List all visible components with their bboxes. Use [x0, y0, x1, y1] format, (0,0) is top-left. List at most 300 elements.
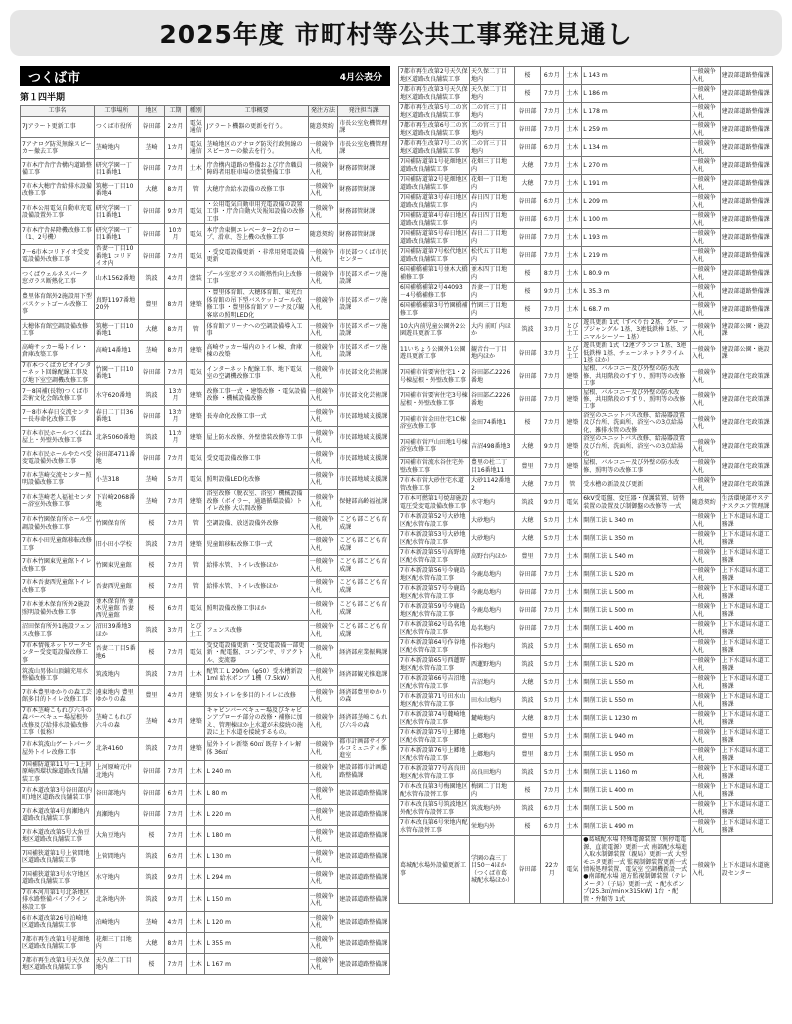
table-row [21, 159, 390, 180]
work-summary-cell: L 180 m [205, 826, 308, 847]
work-place-cell: 松代五丁目地内 [470, 247, 515, 265]
table-body-left [21, 117, 390, 975]
duration-cell: 6カ月 [541, 67, 563, 85]
work-summary-cell: L 259 m [582, 121, 690, 139]
table-row [399, 157, 773, 175]
work-summary-cell: 開削工法 L 500 m [582, 800, 690, 818]
table-row [21, 362, 390, 385]
department-cell: 上下水道局水道施設センター [720, 836, 772, 904]
work-summary-cell: 開削工法 L 340 m [582, 512, 690, 530]
work-place-cell: 観音台一丁目地内ほか [470, 342, 515, 365]
table-row [21, 760, 390, 783]
work-name-cell: 7市本茎崎こもれび六斗の森バーベキュー場屋根外改修及び給排水設備改修工事（仮称） [21, 706, 95, 737]
work-type-cell: 土木 [187, 805, 205, 826]
order-method-cell: 一般競争入札 [308, 385, 338, 406]
district-cell: 谷田部 [514, 121, 540, 139]
table-row [21, 555, 390, 576]
table-row [399, 638, 773, 656]
district-cell: 筑波 [514, 494, 540, 512]
table-row [399, 139, 773, 157]
district-cell: 桜 [139, 641, 165, 664]
order-method-cell: 一般競争入札 [690, 656, 720, 674]
work-name-cell: 7市本新設第66号吉沼地区配水管布設工事 [399, 674, 470, 692]
work-type-cell: 建築 [187, 341, 205, 362]
duration-cell: 1カ月 [164, 138, 186, 159]
city-header [20, 66, 390, 86]
duration-cell: 7カ月 [164, 805, 186, 826]
district-cell: 豊里 [514, 548, 540, 566]
department-cell: 建設部道路整備課 [720, 229, 772, 247]
district-cell: 谷田部 [514, 602, 540, 620]
department-cell: 生活環境部サステナスクエア管理課 [720, 494, 772, 512]
work-name-cell: 7Jアラート更新工事 [21, 117, 95, 138]
work-summary-cell: 受変電設備改修工事 [205, 448, 308, 469]
district-cell: 谷田部 [514, 342, 540, 365]
table-row [399, 85, 773, 103]
work-type-cell: とび土工 [563, 319, 582, 342]
work-summary-cell: 開削工法 L 650 m [582, 638, 690, 656]
work-name-cell: 7国補市営戸山田地1号棟浴室改修工事 [399, 435, 470, 458]
col-header-type: 種別 [187, 106, 205, 117]
district-cell: 谷田部 [514, 836, 540, 904]
work-summary-cell: L 355 m [205, 933, 308, 954]
table-row [21, 868, 390, 889]
table-row [21, 889, 390, 912]
order-method-cell: 一般競争入札 [690, 319, 720, 342]
right-column [398, 66, 773, 1016]
works-table-right [398, 66, 773, 904]
work-type-cell: 土木 [563, 265, 582, 283]
work-name-cell: 7市本大穂庁舎給排水設備改修工事 [21, 180, 95, 201]
work-summary-cell: 屋上防水改修、外壁塗装改修等工事 [205, 427, 308, 448]
department-cell: こども部こども育成課 [338, 555, 390, 576]
duration-cell: 4カ月 [164, 685, 186, 706]
table-row [21, 490, 390, 513]
work-summary-cell: 開削工法 L 500 m [582, 602, 690, 620]
work-name-cell: 7国補防道第3号春日地区道路改良舗装工事 [400, 194, 468, 209]
order-method-cell: 一般競争入札 [690, 512, 720, 530]
duration-cell: 7カ月 [541, 782, 563, 800]
duration-cell: 8カ月 [541, 265, 563, 283]
work-type-cell: 土木 [563, 229, 582, 247]
district-cell: 大穂 [514, 435, 540, 458]
department-cell: 財務部管財課 [338, 201, 390, 224]
work-summary-cell: 開削工法 L 520 m [582, 566, 690, 584]
district-cell: 大穂 [514, 530, 540, 548]
work-type-cell: 電気 [563, 836, 582, 904]
work-place-cell: 北条5060番地 [94, 427, 138, 448]
work-name-cell: 7市本情報ネットワークセンター受変電設備改修工事 [21, 641, 95, 664]
work-type-cell: 建築 [187, 490, 205, 513]
district-cell: 筑波 [514, 692, 540, 710]
work-summary-cell: 開削工法 L 400 m [582, 782, 690, 800]
work-type-cell: 土木 [563, 602, 582, 620]
order-method-cell: 一般競争入札 [690, 746, 720, 764]
work-type-cell: 土木 [187, 954, 205, 975]
work-summary-cell: L 120 m [205, 912, 308, 933]
work-summary-cell: L 294 m [205, 868, 308, 889]
work-type-cell: 土木 [187, 784, 205, 805]
order-method-cell: 一般競争入札 [308, 406, 338, 427]
duration-cell: 7カ月 [541, 247, 563, 265]
work-type-cell: 管 [187, 320, 205, 341]
order-method-cell: 一般競争入札 [308, 826, 338, 847]
duration-cell: 22カ月 [541, 836, 563, 904]
work-type-cell: 土木 [563, 728, 582, 746]
order-method-cell: 一般競争入札 [308, 868, 338, 889]
work-summary-cell: 開削工法 L 950 m [582, 746, 690, 764]
department-cell: こども部こども育成課 [338, 576, 390, 597]
duration-cell: 7カ月 [164, 826, 186, 847]
work-name-cell: 7国補狭道第1号上菅間地区道路改良舗装工事 [21, 847, 95, 868]
duration-cell: 4カ月 [164, 268, 186, 289]
table-row [399, 283, 773, 301]
order-method-cell: 一般競争入札 [690, 710, 720, 728]
department-cell: 上下水道局水道工務課 [720, 710, 772, 728]
duration-cell: 7カ月 [541, 388, 563, 411]
work-type-cell: 建築 [187, 706, 205, 737]
district-cell: 豊里 [139, 289, 165, 320]
district-cell: 谷田部 [514, 211, 540, 229]
work-place-cell: 谷田部乙2226番地 [470, 388, 515, 411]
work-summary-cell: 開削工法 L 940 m [582, 728, 690, 746]
table-row [399, 620, 773, 638]
work-type-cell: 電気 [187, 597, 205, 620]
duration-cell: 7カ月 [164, 555, 186, 576]
table-row [399, 476, 773, 494]
work-name-cell: つくばウェルネスパーク窓ガラス断熱化工事 [21, 268, 95, 289]
department-cell: 経済部観光推進課 [338, 664, 390, 685]
order-method-cell: 一般競争入札 [690, 602, 720, 620]
work-type-cell: 建築 [187, 685, 205, 706]
table-row [399, 764, 773, 782]
col-header-name: 工事名 [21, 106, 95, 117]
district-cell: 谷田部 [514, 388, 540, 411]
work-summary-cell: 6kV受電盤、変圧器・保護装置、切替装置の設置及び制御盤の改修等 一式 [582, 494, 690, 512]
work-summary-cell: 庁舎構内道路の整備および庁舎職員障碍者用駐車場の塗装整備工事 [205, 159, 308, 180]
duration-cell: 6カ月 [541, 800, 563, 818]
work-type-cell: 土木 [187, 912, 205, 933]
order-method-cell: 一般競争入札 [690, 458, 720, 476]
table-row [21, 933, 390, 954]
work-place-cell: 筑穂一丁目10番地1 [94, 320, 138, 341]
department-cell: 上下水道局水道工務課 [720, 692, 772, 710]
work-type-cell: 土木 [563, 818, 582, 836]
work-place-cell: 二の宮三丁目地内 [470, 121, 515, 139]
work-summary-cell: 照明設備改修工事ほか [205, 597, 308, 620]
work-summary-cell: 開削工法 L 400 m [582, 620, 690, 638]
duration-cell: 7カ月 [541, 411, 563, 434]
department-cell: 保健部高齢福祉課 [338, 490, 390, 513]
order-method-cell: 一般競争入札 [308, 620, 338, 641]
department-cell: 建設部道路整備課 [720, 211, 772, 229]
order-method-cell: 一般競争入札 [308, 576, 338, 597]
order-method-cell: 一般競争入札 [308, 912, 338, 933]
district-cell: 桜 [514, 411, 540, 434]
order-method-cell: 一般競争入札 [690, 692, 720, 710]
district-cell: 桜 [139, 954, 165, 975]
order-method-cell: 一般競争入札 [308, 847, 338, 868]
table-row [399, 193, 773, 211]
work-place-cell: 並木四丁目地内 [470, 265, 515, 283]
duration-cell: 7カ月 [541, 566, 563, 584]
table-row [21, 341, 390, 362]
department-cell: 財務部管財課 [338, 180, 390, 201]
duration-cell: 7カ月 [541, 476, 563, 494]
duration-cell: 7カ月 [541, 458, 563, 476]
work-type-cell: 電気通信 [187, 117, 205, 138]
work-place-cell: 遠東地内 豊里ゆかりの森 [94, 685, 138, 706]
work-place-cell: 竹園保育所 [94, 513, 138, 534]
work-place-cell: 筑穂一丁目10番地4 [94, 180, 138, 201]
district-cell: 筑波 [139, 534, 165, 555]
work-place-cell: 山木1562番地 [94, 268, 138, 289]
duration-cell: 4カ月 [164, 912, 186, 933]
duration-cell: 8カ月 [164, 180, 186, 201]
duration-cell: 3カ月 [164, 620, 186, 641]
department-cell: 経済部豊里ゆかりの森 [338, 685, 390, 706]
table-row [399, 388, 773, 411]
work-name-cell: 7都市再生改第2号天久保地区道路改良舗装工事 [400, 68, 468, 83]
duration-cell: 3カ月 [541, 319, 563, 342]
district-cell: 桜 [514, 782, 540, 800]
work-summary-cell: L 100 m [582, 211, 690, 229]
duration-cell: 7カ月 [164, 664, 186, 685]
work-name-cell: 7都市再生改第1号花畑地区道路改良舗装工事 [21, 933, 95, 954]
work-place-cell: 学園の森三丁目50－4ほか（つくば市葛城配水場ほか） [470, 836, 515, 904]
work-place-cell: 茎崎こもれび六斗の森 [94, 706, 138, 737]
page-title [10, 10, 782, 56]
district-cell: 谷田部 [514, 229, 540, 247]
work-name-cell: 7市本新設第57号今鹿島地区配水管布設工事 [399, 584, 470, 602]
department-cell: 建設部道路整備課 [720, 67, 772, 85]
order-method-cell: 随意契約 [690, 494, 720, 512]
department-cell: 建設部公園・施設課 [720, 319, 772, 342]
work-type-cell: 建築 [563, 411, 582, 434]
work-name-cell: 7市本道改第3号谷田部(内町)地区道路改良舗装工事 [21, 784, 95, 805]
district-cell: 谷田部 [514, 365, 540, 388]
order-method-cell: 一般競争入札 [308, 513, 338, 534]
work-place-cell: 田水山地内 [470, 692, 515, 710]
work-summary-cell: L 178 m [582, 103, 690, 121]
order-method-cell: 一般競争入札 [690, 584, 720, 602]
duration-cell: 7カ月 [164, 362, 186, 385]
duration-cell: 7カ月 [541, 121, 563, 139]
work-summary-cell: 体育館アリーナへの空調設備導入工事 [205, 320, 308, 341]
work-name-cell: 7市本新設第77号高良田地区配水管布設工事 [399, 764, 470, 782]
table-row [21, 912, 390, 933]
work-place-cell: 吾妻一丁目10番地1 コリドイオ内 [94, 245, 138, 268]
order-method-cell: 一般競争入札 [308, 737, 338, 760]
table-row [399, 836, 773, 904]
department-cell: 上下水道局水道工務課 [720, 512, 772, 530]
table-row [21, 597, 390, 620]
order-method-cell: 一般競争入札 [690, 365, 720, 388]
order-method-cell: 一般競争入札 [308, 341, 338, 362]
work-name-cell: 7市本新設第55号高野地区配水管布設工事 [399, 548, 470, 566]
work-type-cell: 土木 [563, 800, 582, 818]
order-method-cell: 一般競争入札 [308, 889, 338, 912]
work-summary-cell: L 167 m [205, 954, 308, 975]
work-name-cell: 7国補市営要害住宅3号棟屋根・外壁改修工事 [399, 388, 470, 411]
work-name-cell: 7市本新設第64号作谷地区配水管布設工事 [399, 638, 470, 656]
duration-cell: 9カ月 [541, 494, 563, 512]
order-method-cell: 一般競争入札 [308, 448, 338, 469]
work-type-cell: とび土工 [563, 342, 582, 365]
department-cell: 市民部スポーツ施設課 [338, 268, 390, 289]
work-type-cell: 電気 [187, 448, 205, 469]
department-cell: 市民部地域支援課 [338, 427, 390, 448]
table-row [399, 211, 773, 229]
table-row [21, 576, 390, 597]
order-method-cell: 一般競争入札 [690, 301, 720, 319]
work-name-cell: 7国補防道第1号花畑地区道路改良舗装工事 [400, 158, 468, 173]
work-type-cell: 土木 [187, 933, 205, 954]
work-summary-cell: 浴室のユニットバス改修、給湯器設置及び台所、洗面所、浴室への3点給湯化 [582, 435, 690, 458]
work-place-cell: 研究学園一丁目1番地1 [94, 201, 138, 224]
district-cell: 大穂 [514, 175, 540, 193]
district-cell: 筑波 [139, 737, 165, 760]
district-cell: 桜 [139, 555, 165, 576]
work-place-cell: 吾妻一丁目地内 [470, 283, 515, 301]
work-summary-cell: L 209 m [582, 193, 690, 211]
department-cell: 市民部地域支援課 [338, 406, 390, 427]
work-place-cell: 大内 前町 内ほか [470, 319, 515, 342]
work-place-cell: 吾妻西児童館 [94, 576, 138, 597]
work-name-cell: 7市本改良第3号梅園地区配水管布設替工事 [400, 783, 468, 798]
work-type-cell: 土木 [563, 175, 582, 193]
work-name-cell: 7市本つくばカピオインターネット回線配線工事及び地下室空調機改修工事 [21, 362, 95, 385]
order-method-cell: 一般競争入札 [690, 283, 720, 301]
department-cell: 上下水道局水道工務課 [720, 674, 772, 692]
department-cell: 上下水道局水道工務課 [720, 566, 772, 584]
district-cell: 谷田部 [514, 566, 540, 584]
work-name-cell: 7市本道改改第5号大角豆地区道路改良舗装工事 [21, 826, 95, 847]
work-name-cell: 7－8市本春日交流センター長寿命化改修工事 [21, 406, 95, 427]
district-cell: 谷田部 [139, 224, 165, 245]
work-type-cell: 建築 [563, 435, 582, 458]
work-place-cell: 春日二丁目地内 [470, 229, 515, 247]
department-cell: 建設部道路整備課 [720, 265, 772, 283]
table-row [399, 530, 773, 548]
work-summary-cell: 受変電設備更新 ・受変電設備一部更新 ・配電盤、コンデンサ、リアクトル、変流器 [205, 641, 308, 664]
order-method-cell: 一般競争入札 [308, 534, 338, 555]
district-cell: 大穂 [514, 710, 540, 728]
work-name-cell: 7市本庁舎昇降機改修工事（1、2号機） [21, 224, 95, 245]
order-method-cell: 一般競争入札 [308, 685, 338, 706]
work-summary-cell: L 220 m [205, 805, 308, 826]
table-row [21, 847, 390, 868]
table-row [21, 706, 390, 737]
district-cell: 桜 [139, 826, 165, 847]
table-row [399, 692, 773, 710]
work-type-cell: 土木 [187, 847, 205, 868]
work-type-cell: 電気 [187, 201, 205, 224]
district-cell: 谷田部 [139, 117, 165, 138]
work-summary-cell: キャビンバーベキュー場及びキャビンアプローチ部分の改修・補修に加え、管理棟ほか上水道が未接続の施設に上下水道を接続するもの。 [205, 706, 308, 737]
work-type-cell: 土木 [563, 530, 582, 548]
duration-cell: 5カ月 [541, 692, 563, 710]
work-place-cell: 谷田部乙2226番地 [470, 365, 515, 388]
work-place-cell: 小茎318 [94, 469, 138, 490]
department-cell: 上下水道局水道工務課 [720, 584, 772, 602]
work-name-cell: 7市本竹園保育所ホール空調設備外改修工事 [21, 513, 95, 534]
duration-cell: 5カ月 [541, 674, 563, 692]
district-cell: 大穂 [514, 674, 540, 692]
work-place-cell: 北条地内外 [94, 889, 138, 912]
table-row [21, 268, 390, 289]
department-cell: 建設部道路整備課 [720, 175, 772, 193]
table-row [21, 224, 390, 245]
work-type-cell: 土木 [187, 159, 205, 180]
work-type-cell: 土木 [563, 121, 582, 139]
department-cell: 市民部つくば市民センター [338, 245, 390, 268]
work-name-cell: 7市本新設第71号田水山地区配水管布設工事 [399, 692, 470, 710]
district-cell: 谷田部 [139, 805, 165, 826]
duration-cell: 7カ月 [541, 584, 563, 602]
work-type-cell: 建築 [563, 388, 582, 411]
work-summary-cell: ・受変電設備更新 ・非常用発電設備更新 [205, 245, 308, 268]
district-cell: 谷田部 [514, 103, 540, 121]
department-cell: 市民部スポーツ施設課 [338, 341, 390, 362]
work-name-cell: 7市本新設第62号島名地区配水管布設工事 [399, 620, 470, 638]
work-place-cell: 豊里の杜二丁目16番地11 [470, 458, 515, 476]
district-cell: 筑波 [514, 319, 540, 342]
department-cell: 市民部地域支援課 [338, 469, 390, 490]
district-cell: 大穂 [514, 157, 540, 175]
order-method-cell: 一般競争入札 [308, 805, 338, 826]
work-type-cell: 土木 [563, 764, 582, 782]
duration-cell: 7カ月 [541, 229, 563, 247]
district-cell: 桜 [514, 265, 540, 283]
work-summary-cell: 給排水管、トイレ改修ほか [205, 576, 308, 597]
work-place-cell: 春日四丁目地内 [470, 211, 515, 229]
work-place-cell: 天久保二丁目地内 [470, 85, 515, 103]
order-method-cell: 一般競争入札 [690, 157, 720, 175]
work-place-cell: 上河原崎元中北地内 [94, 760, 138, 783]
work-name-cell: 7市本竹園東児童館トイレ改修工事 [21, 555, 95, 576]
table-row [21, 320, 390, 341]
work-place-cell: 谷田部4711番地 [94, 448, 138, 469]
work-summary-cell: 開削工法 L 490 m [582, 818, 690, 836]
work-name-cell: 7国補市営流水谷住宅外壁改修工事 [399, 458, 470, 476]
work-type-cell: 管 [187, 180, 205, 201]
district-cell: 豊里 [139, 685, 165, 706]
work-type-cell: 土木 [563, 782, 582, 800]
order-method-cell: 一般競争入札 [690, 229, 720, 247]
order-method-cell: 一般競争入札 [690, 638, 720, 656]
department-cell: 財務部管財課 [338, 224, 390, 245]
work-place-cell: 花畑三丁目地内 [94, 933, 138, 954]
department-cell: 建設部道路整備課 [338, 826, 390, 847]
district-cell: 茎崎 [139, 490, 165, 513]
department-cell: 建設部道路整備課 [338, 954, 390, 975]
work-type-cell: 土木 [563, 301, 582, 319]
work-name-cell: 7国補防道第7号松代地区道路改良舗装工事 [400, 248, 468, 263]
work-summary-cell: L 270 m [582, 157, 690, 175]
work-summary-cell: 開削工法 L 520 m [582, 656, 690, 674]
duration-cell: 7カ月 [164, 737, 186, 760]
work-type-cell: 建築 [187, 427, 205, 448]
district-cell: 大穂 [514, 512, 540, 530]
work-name-cell: 7市本可燃第1号焼却施設電圧受変電設備改修工事 [400, 495, 468, 510]
work-name-cell: 7国補防道第2号花畑地区道路改良舗装工事 [400, 176, 468, 191]
work-summary-cell: 屋根、バルコニー及び外壁の防水改修、照明等の改修工事 [582, 458, 690, 476]
work-name-cell: 7市本茎崎交流センター照明設備改修工事 [21, 469, 95, 490]
table-row [399, 746, 773, 764]
department-cell: 上下水道局水道工務課 [720, 728, 772, 746]
duration-cell: 8カ月 [164, 933, 186, 954]
